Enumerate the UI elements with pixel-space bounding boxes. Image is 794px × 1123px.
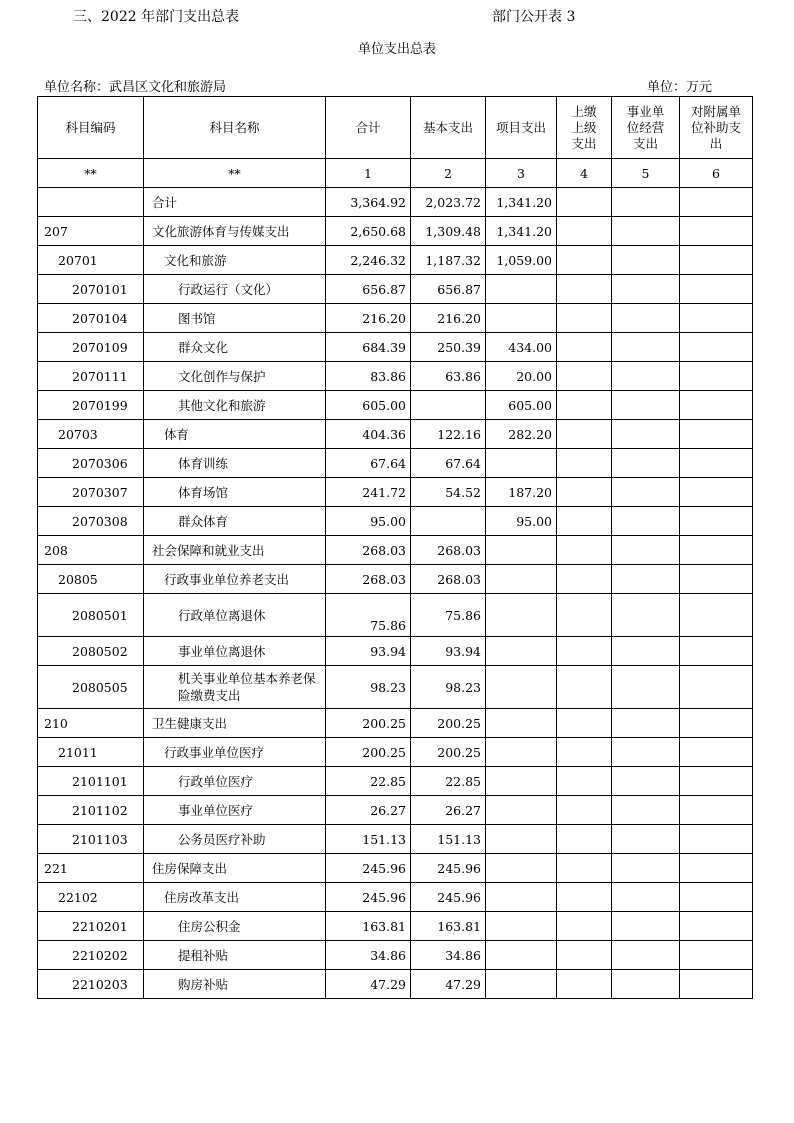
row-project-cell — [486, 767, 557, 796]
index-cell: 4 — [557, 159, 612, 188]
header-row — [38, 97, 753, 159]
column-header-line: 基本支出 — [422, 119, 473, 135]
row-total-cell: 93.94 — [326, 637, 411, 666]
row-name-cell: 事业单位医疗 — [144, 796, 326, 825]
row-code-cell: 2070307 — [38, 478, 144, 507]
row-code-cell: 2080502 — [38, 637, 144, 666]
row-empty-cell — [557, 883, 612, 912]
row-project-cell — [486, 709, 557, 738]
index-cell: 1 — [326, 159, 411, 188]
row-code-cell: 2070199 — [38, 391, 144, 420]
row-project-cell: 20.00 — [486, 362, 557, 391]
row-name-cell: 文化旅游体育与传媒支出 — [144, 217, 326, 246]
row-empty-cell — [612, 188, 680, 217]
row-project-cell: 95.00 — [486, 507, 557, 536]
row-empty-cell — [557, 767, 612, 796]
row-total-cell: 200.25 — [326, 738, 411, 767]
row-project-cell — [486, 275, 557, 304]
row-total-cell: 245.96 — [326, 854, 411, 883]
row-project-cell — [486, 449, 557, 478]
row-project-cell: 434.00 — [486, 333, 557, 362]
row-empty-cell — [612, 796, 680, 825]
row-empty-cell — [612, 738, 680, 767]
row-code-cell: 2080505 — [38, 666, 144, 709]
row-empty-cell — [612, 217, 680, 246]
row-total-cell: 684.39 — [326, 333, 411, 362]
row-empty-cell — [680, 536, 753, 565]
row-empty-cell — [557, 594, 612, 637]
row-project-cell — [486, 796, 557, 825]
row-project-cell — [486, 854, 557, 883]
row-empty-cell — [680, 970, 753, 999]
column-header-line: 科目名称 — [209, 119, 260, 135]
column-header-line: 合计 — [355, 119, 381, 135]
expenditure-table — [37, 96, 753, 999]
row-empty-cell — [612, 478, 680, 507]
row-name-cell: 事业单位离退休 — [144, 637, 326, 666]
row-code-cell: 22102 — [38, 883, 144, 912]
table-reference: 部门公开表 3 — [492, 9, 576, 25]
table-row — [38, 188, 753, 217]
row-name-cell: 体育场馆 — [144, 478, 326, 507]
table-row — [38, 709, 753, 738]
row-empty-cell — [612, 391, 680, 420]
row-empty-cell — [557, 941, 612, 970]
row-basic-cell: 93.94 — [411, 637, 486, 666]
table-row — [38, 594, 753, 637]
row-name-cell: 住房公积金 — [144, 912, 326, 941]
row-total-cell: 605.00 — [326, 391, 411, 420]
row-name-cell: 机关事业单位基本养老保险缴费支出 — [144, 666, 326, 709]
row-name-cell: 行政运行（文化） — [144, 275, 326, 304]
row-code-cell: 2101101 — [38, 767, 144, 796]
row-name-cell: 住房保障支出 — [144, 854, 326, 883]
row-basic-cell: 63.86 — [411, 362, 486, 391]
row-name-cell: 行政事业单位养老支出 — [144, 565, 326, 594]
row-code-cell: 2070109 — [38, 333, 144, 362]
column-header-line: 位补助支 — [690, 119, 741, 135]
row-project-cell: 187.20 — [486, 478, 557, 507]
table-row — [38, 883, 753, 912]
row-code-cell: 20805 — [38, 565, 144, 594]
row-name-cell: 住房改革支出 — [144, 883, 326, 912]
row-total-cell: 151.13 — [326, 825, 411, 854]
row-name-cell: 体育训练 — [144, 449, 326, 478]
table-row — [38, 420, 753, 449]
row-empty-cell — [680, 420, 753, 449]
row-empty-cell — [612, 536, 680, 565]
unit-name: 单位名称：武昌区文化和旅游局 — [44, 80, 227, 95]
row-name-cell: 群众体育 — [144, 507, 326, 536]
column-header — [411, 97, 486, 159]
column-header-line: 出 — [709, 135, 723, 151]
row-total-cell: 404.36 — [326, 420, 411, 449]
table-row — [38, 970, 753, 999]
row-code-cell: 2070104 — [38, 304, 144, 333]
section-title: 三、2022 年部门支出总表 — [73, 9, 240, 25]
table-row — [38, 666, 753, 709]
row-empty-cell — [680, 767, 753, 796]
row-empty-cell — [612, 507, 680, 536]
row-empty-cell — [612, 767, 680, 796]
column-header-line: 上缴 — [571, 103, 597, 119]
row-empty-cell — [612, 333, 680, 362]
row-basic-cell: 163.81 — [411, 912, 486, 941]
row-empty-cell — [612, 854, 680, 883]
row-empty-cell — [557, 709, 612, 738]
row-name-cell: 群众文化 — [144, 333, 326, 362]
row-empty-cell — [557, 217, 612, 246]
row-total-cell: 241.72 — [326, 478, 411, 507]
row-empty-cell — [680, 594, 753, 637]
row-empty-cell — [557, 333, 612, 362]
row-empty-cell — [557, 536, 612, 565]
row-code-cell: 20701 — [38, 246, 144, 275]
table-row — [38, 246, 753, 275]
row-empty-cell — [557, 449, 612, 478]
column-header — [144, 97, 326, 159]
table-row — [38, 738, 753, 767]
row-basic-cell: 1,187.32 — [411, 246, 486, 275]
row-name-cell: 购房补贴 — [144, 970, 326, 999]
row-code-cell: 2101102 — [38, 796, 144, 825]
row-basic-cell: 67.64 — [411, 449, 486, 478]
column-header-line: 支出 — [632, 135, 658, 151]
row-code-cell: 2101103 — [38, 825, 144, 854]
table-row — [38, 304, 753, 333]
unit-label: 单位：万元 — [647, 80, 713, 95]
row-empty-cell — [612, 970, 680, 999]
table-row — [38, 217, 753, 246]
row-empty-cell — [557, 188, 612, 217]
row-project-cell: 1,341.20 — [486, 188, 557, 217]
column-header-line: 支出 — [571, 135, 597, 151]
row-basic-cell: 98.23 — [411, 666, 486, 709]
row-total-cell: 26.27 — [326, 796, 411, 825]
row-code-cell: 210 — [38, 709, 144, 738]
row-name-cell: 提租补贴 — [144, 941, 326, 970]
row-project-cell — [486, 912, 557, 941]
row-code-cell: 221 — [38, 854, 144, 883]
row-name-cell: 图书馆 — [144, 304, 326, 333]
row-empty-cell — [557, 275, 612, 304]
row-empty-cell — [557, 507, 612, 536]
row-empty-cell — [680, 709, 753, 738]
row-empty-cell — [557, 420, 612, 449]
row-code-cell: 2070306 — [38, 449, 144, 478]
row-code-cell: 2070111 — [38, 362, 144, 391]
row-empty-cell — [557, 565, 612, 594]
row-name-cell: 体育 — [144, 420, 326, 449]
row-code-cell: 2070308 — [38, 507, 144, 536]
table-row — [38, 912, 753, 941]
row-code-cell: 20703 — [38, 420, 144, 449]
column-header — [486, 97, 557, 159]
index-cell: ** — [144, 159, 326, 188]
row-basic-cell: 151.13 — [411, 825, 486, 854]
row-basic-cell: 200.25 — [411, 738, 486, 767]
row-empty-cell — [557, 854, 612, 883]
row-empty-cell — [612, 666, 680, 709]
row-empty-cell — [680, 738, 753, 767]
row-name-cell: 合计 — [144, 188, 326, 217]
row-name-cell: 行政单位医疗 — [144, 767, 326, 796]
table-row — [38, 637, 753, 666]
row-empty-cell — [680, 478, 753, 507]
row-empty-cell — [612, 246, 680, 275]
row-project-cell: 1,341.20 — [486, 217, 557, 246]
row-code-cell — [38, 188, 144, 217]
column-header — [38, 97, 144, 159]
row-empty-cell — [612, 304, 680, 333]
row-project-cell — [486, 970, 557, 999]
row-total-cell: 163.81 — [326, 912, 411, 941]
row-total-cell: 245.96 — [326, 883, 411, 912]
row-basic-cell: 216.20 — [411, 304, 486, 333]
index-cell: 6 — [680, 159, 753, 188]
column-header-line: 对附属单 — [690, 103, 741, 119]
row-empty-cell — [557, 478, 612, 507]
table-row — [38, 941, 753, 970]
row-basic-cell: 26.27 — [411, 796, 486, 825]
row-empty-cell — [612, 825, 680, 854]
row-name-cell: 公务员医疗补助 — [144, 825, 326, 854]
row-total-cell: 22.85 — [326, 767, 411, 796]
row-empty-cell — [612, 362, 680, 391]
row-code-cell: 2210202 — [38, 941, 144, 970]
row-code-cell: 2210201 — [38, 912, 144, 941]
table-row — [38, 854, 753, 883]
row-empty-cell — [557, 970, 612, 999]
column-header-line: 项目支出 — [495, 119, 546, 135]
row-empty-cell — [680, 796, 753, 825]
row-total-cell: 3,364.92 — [326, 188, 411, 217]
row-empty-cell — [680, 637, 753, 666]
row-total-cell: 34.86 — [326, 941, 411, 970]
row-code-cell: 207 — [38, 217, 144, 246]
document-title: 单位支出总表 — [357, 42, 436, 57]
row-empty-cell — [680, 246, 753, 275]
table-row — [38, 536, 753, 565]
row-empty-cell — [680, 391, 753, 420]
row-total-cell: 98.23 — [326, 666, 411, 709]
row-total-cell: 75.86 — [326, 594, 411, 637]
row-total-cell: 47.29 — [326, 970, 411, 999]
row-basic-cell — [411, 391, 486, 420]
table-row — [38, 391, 753, 420]
row-empty-cell — [680, 304, 753, 333]
row-empty-cell — [680, 666, 753, 709]
index-cell: ** — [38, 159, 144, 188]
row-empty-cell — [680, 941, 753, 970]
index-cell: 2 — [411, 159, 486, 188]
row-basic-cell — [411, 507, 486, 536]
row-empty-cell — [612, 941, 680, 970]
column-header-line: 上级 — [571, 119, 597, 135]
column-header — [612, 97, 680, 159]
row-project-cell — [486, 883, 557, 912]
row-code-cell: 208 — [38, 536, 144, 565]
row-basic-cell: 656.87 — [411, 275, 486, 304]
row-empty-cell — [680, 275, 753, 304]
column-header-line: 位经营 — [626, 119, 665, 135]
row-empty-cell — [557, 666, 612, 709]
row-project-cell — [486, 941, 557, 970]
row-total-cell: 268.03 — [326, 565, 411, 594]
row-empty-cell — [612, 594, 680, 637]
table-row — [38, 825, 753, 854]
row-project-cell: 282.20 — [486, 420, 557, 449]
column-header — [680, 97, 753, 159]
row-project-cell — [486, 304, 557, 333]
row-basic-cell: 54.52 — [411, 478, 486, 507]
row-empty-cell — [612, 565, 680, 594]
row-project-cell — [486, 536, 557, 565]
row-name-cell: 行政事业单位医疗 — [144, 738, 326, 767]
row-empty-cell — [680, 912, 753, 941]
row-empty-cell — [612, 275, 680, 304]
row-project-cell — [486, 738, 557, 767]
row-empty-cell — [612, 420, 680, 449]
row-basic-cell: 47.29 — [411, 970, 486, 999]
row-empty-cell — [680, 333, 753, 362]
row-empty-cell — [680, 449, 753, 478]
row-project-cell — [486, 594, 557, 637]
row-basic-cell: 268.03 — [411, 536, 486, 565]
row-code-cell: 2080501 — [38, 594, 144, 637]
row-total-cell: 268.03 — [326, 536, 411, 565]
row-empty-cell — [680, 507, 753, 536]
row-basic-cell: 250.39 — [411, 333, 486, 362]
row-project-cell — [486, 565, 557, 594]
row-total-cell: 95.00 — [326, 507, 411, 536]
row-total-cell: 2,650.68 — [326, 217, 411, 246]
row-basic-cell: 1,309.48 — [411, 217, 486, 246]
table-row — [38, 449, 753, 478]
row-empty-cell — [557, 637, 612, 666]
row-empty-cell — [557, 246, 612, 275]
row-name-cell: 文化和旅游 — [144, 246, 326, 275]
row-total-cell: 656.87 — [326, 275, 411, 304]
row-empty-cell — [557, 912, 612, 941]
row-basic-cell: 22.85 — [411, 767, 486, 796]
row-total-cell: 200.25 — [326, 709, 411, 738]
table-row — [38, 796, 753, 825]
row-empty-cell — [612, 709, 680, 738]
row-empty-cell — [612, 912, 680, 941]
row-empty-cell — [612, 449, 680, 478]
row-project-cell — [486, 666, 557, 709]
row-empty-cell — [557, 825, 612, 854]
row-empty-cell — [557, 391, 612, 420]
row-empty-cell — [680, 188, 753, 217]
row-basic-cell: 2,023.72 — [411, 188, 486, 217]
row-empty-cell — [557, 304, 612, 333]
row-empty-cell — [557, 796, 612, 825]
row-empty-cell — [680, 854, 753, 883]
row-code-cell: 21011 — [38, 738, 144, 767]
column-header-line: 事业单 — [626, 103, 665, 119]
row-empty-cell — [612, 883, 680, 912]
row-empty-cell — [557, 738, 612, 767]
row-total-cell: 216.20 — [326, 304, 411, 333]
row-project-cell: 605.00 — [486, 391, 557, 420]
row-basic-cell: 75.86 — [411, 594, 486, 637]
row-empty-cell — [612, 637, 680, 666]
index-cell: 3 — [486, 159, 557, 188]
row-basic-cell: 122.16 — [411, 420, 486, 449]
column-header — [557, 97, 612, 159]
row-code-cell: 2210203 — [38, 970, 144, 999]
table-row — [38, 767, 753, 796]
row-name-cell: 卫生健康支出 — [144, 709, 326, 738]
row-total-cell: 67.64 — [326, 449, 411, 478]
row-empty-cell — [680, 825, 753, 854]
row-code-cell: 2070101 — [38, 275, 144, 304]
column-header — [326, 97, 411, 159]
table-row — [38, 333, 753, 362]
row-basic-cell: 200.25 — [411, 709, 486, 738]
index-row — [38, 159, 753, 188]
table-row — [38, 275, 753, 304]
row-basic-cell: 34.86 — [411, 941, 486, 970]
row-empty-cell — [680, 217, 753, 246]
row-name-cell: 行政单位离退休 — [144, 594, 326, 637]
table-row — [38, 362, 753, 391]
row-empty-cell — [557, 362, 612, 391]
row-project-cell: 1,059.00 — [486, 246, 557, 275]
table-row — [38, 507, 753, 536]
row-total-cell: 83.86 — [326, 362, 411, 391]
index-cell: 5 — [612, 159, 680, 188]
row-basic-cell: 245.96 — [411, 854, 486, 883]
row-name-cell: 其他文化和旅游 — [144, 391, 326, 420]
row-project-cell — [486, 825, 557, 854]
row-name-cell: 文化创作与保护 — [144, 362, 326, 391]
row-project-cell — [486, 637, 557, 666]
row-empty-cell — [680, 565, 753, 594]
row-basic-cell: 268.03 — [411, 565, 486, 594]
table-row — [38, 478, 753, 507]
row-empty-cell — [680, 883, 753, 912]
row-basic-cell: 245.96 — [411, 883, 486, 912]
row-name-cell: 社会保障和就业支出 — [144, 536, 326, 565]
column-header-line: 科目编码 — [65, 119, 116, 135]
row-total-cell: 2,246.32 — [326, 246, 411, 275]
row-empty-cell — [680, 362, 753, 391]
table-row — [38, 565, 753, 594]
